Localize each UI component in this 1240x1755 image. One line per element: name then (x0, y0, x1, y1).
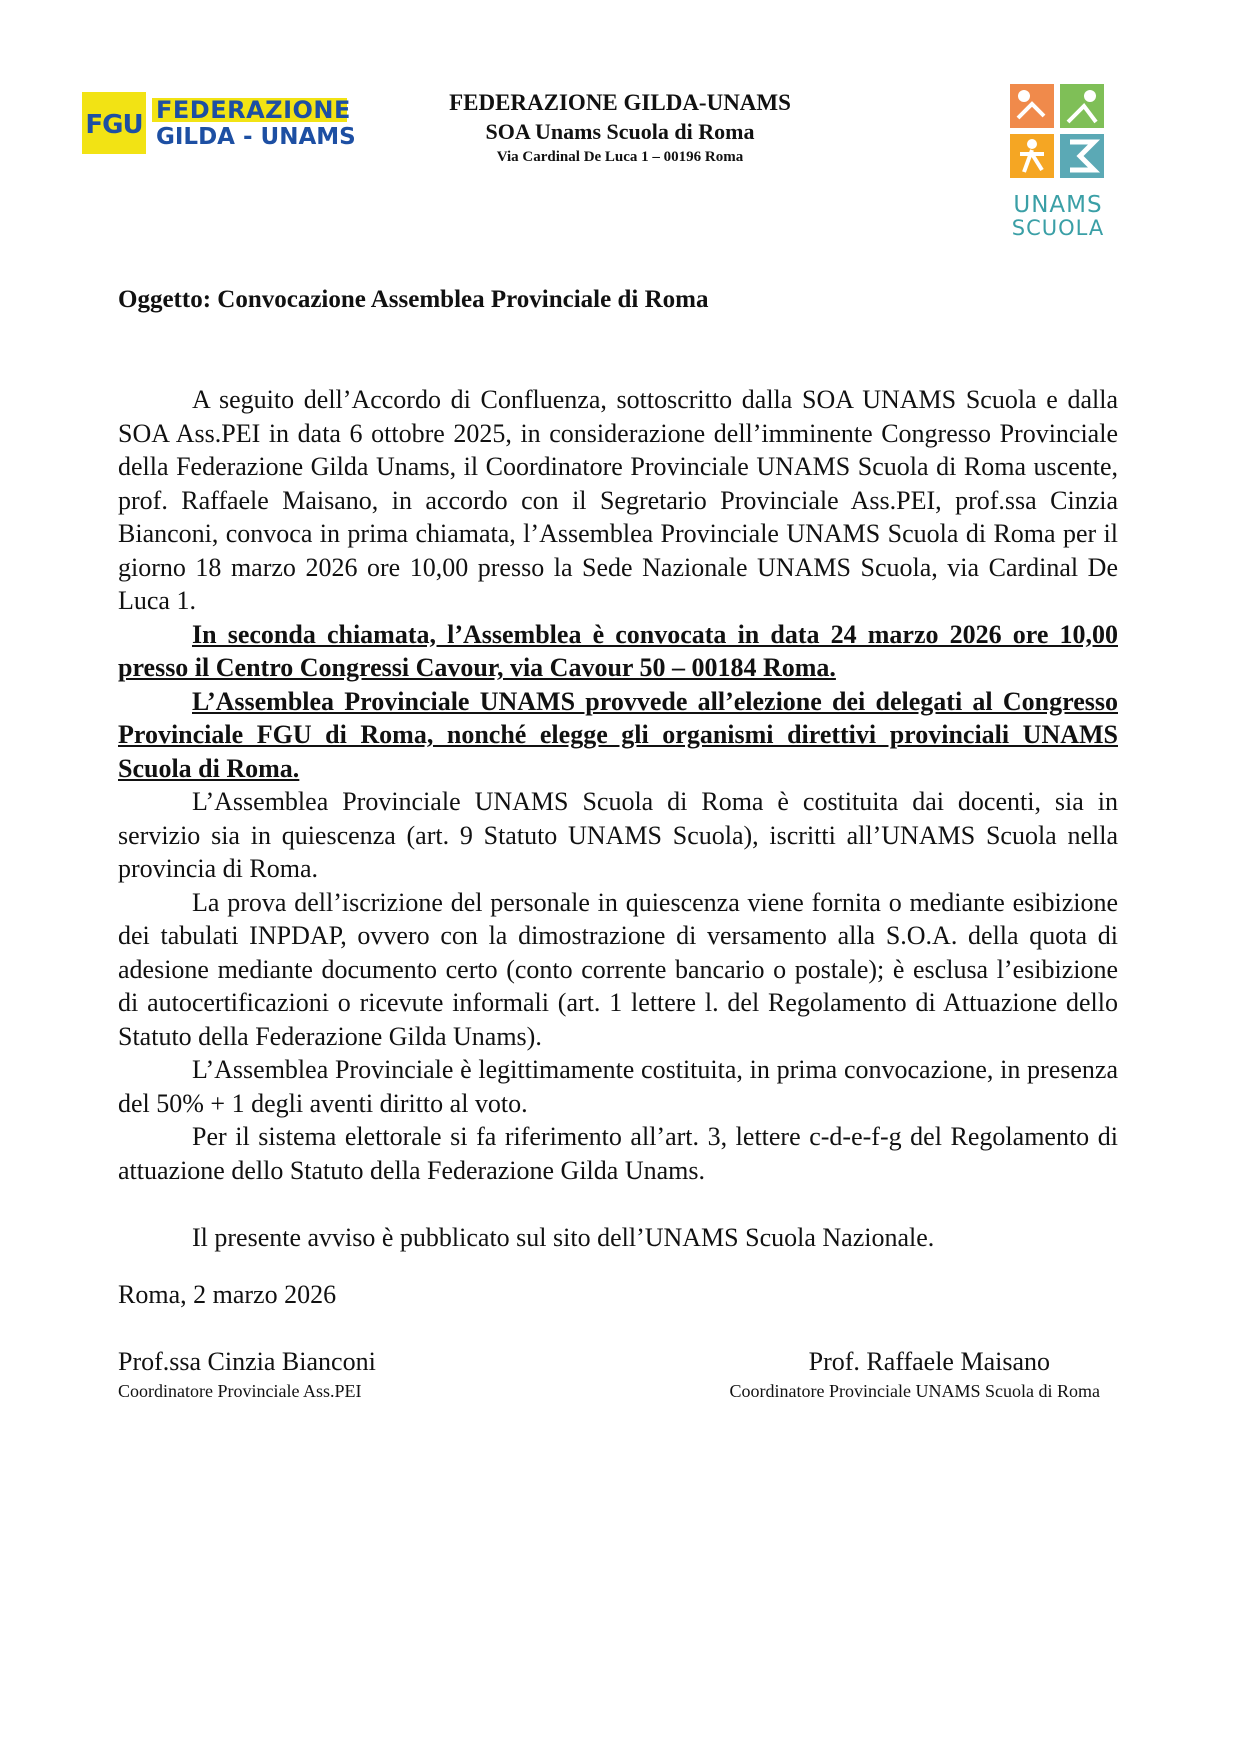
paragraph-first-call: A seguito dell’Accordo di Confluenza, sottoscritto dalla SOA UNAMS Scuola e dalla SOA Ass.PEI in data 6 ottobre 2025, in considerazione dell’imminente Congresso Provinciale della Federazione Gilda Unams, il Coordinatore Provinciale UNAMS Scuola di Roma uscente, prof. Raffaele Maisano, in accordo con il Segretario Provinciale Ass.PEI, prof.ssa Cinzia Bianconi, convoca in prima chiamata, l’Assemblea Provinciale UNAMS Scuola di Roma per il giorno 18 marzo 2026 ore 10,00 presso la Sede Nazionale UNAMS Scuola, via Cardinal De Luca 1. (118, 385, 1118, 615)
paragraph-second-call: In seconda chiamata, l’Assemblea è convocata in data 24 marzo 2026 ore 10,00 presso il Centro Congressi Cavour, via Cavour 50 – 00184 Roma. (118, 619, 1118, 682)
paragraph-electoral-system: Per il sistema elettorale si fa riferimento all’art. 3, lettere c-d-e-f-g del Regolamento di attuazione dello Statuto della Federazione Gilda Unams. (118, 1122, 1118, 1185)
letter-body (118, 383, 1118, 1254)
signature-right-role: Coordinatore Provinciale UNAMS Scuola di Roma (729, 1381, 1100, 1401)
fgu-logo-mark-text: FGU (85, 110, 143, 140)
signature-right-name: Prof. Raffaele Maisano (808, 1347, 1050, 1376)
signature-left (118, 1345, 376, 1403)
paragraph-assembly-members: L’Assemblea Provinciale UNAMS Scuola di Roma è costituita dai docenti, sia in servizio sia in quiescenza (art. 9 Statuto UNAMS Scuola), iscritti all’UNAMS Scuola nella provincia di Roma. (118, 787, 1118, 883)
unams-scuola-mark-icon (1010, 82, 1106, 182)
paragraph-membership-proof: La prova dell’iscrizione del personale in quiescenza viene fornita o mediante esibizione dei tabulati INPDAP, ovvero con la dimostrazione di versamento alla S.O.A. della quota di adesione mediante documento certo (conto corrente bancario o postale); è esclusa l’esibizione di autocertificazioni o ricevute informali (art. 1 lettere l. del Regolamento di Attuazione dello Statuto della Federazione Gilda Unams). (118, 887, 1118, 1051)
signature-right (640, 1345, 1100, 1403)
signature-left-role: Coordinatore Provinciale Ass.PEI (118, 1381, 362, 1401)
fgu-logo-line1: FEDERAZIONE (156, 96, 351, 124)
unams-logo-line2: SCUOLA (1011, 216, 1105, 240)
fgu-logo (82, 90, 356, 158)
letter-date: Roma, 2 marzo 2026 (118, 1280, 337, 1309)
letterhead-soa: SOA Unams Scuola di Roma (485, 119, 755, 144)
unams-logo-line1: UNAMS (1013, 192, 1103, 218)
letterhead-address: Via Cardinal De Luca 1 – 00196 Roma (496, 149, 744, 165)
signature-left-name: Prof.ssa Cinzia Bianconi (118, 1347, 376, 1376)
letterhead-federation: FEDERAZIONE GILDA-UNAMS (449, 90, 791, 115)
fgu-logo-line2: GILDA - UNAMS (156, 124, 356, 150)
unams-scuola-logo (1000, 82, 1116, 242)
subject-line: Oggetto: Convocazione Assemblea Provinciale di Roma (118, 286, 709, 313)
paragraph-publication-notice: Il presente avviso è pubblicato sul sito dell’UNAMS Scuola Nazionale. (192, 1222, 935, 1252)
letterhead (380, 88, 860, 168)
paragraph-quorum: L’Assemblea Provinciale è legittimamente costituita, in prima convocazione, in presenza del 50% + 1 degli aventi diritto al voto. (118, 1055, 1118, 1118)
paragraph-assembly-duties: L’Assemblea Provinciale UNAMS provvede all’elezione dei delegati al Congresso Provinciale FGU di Roma, nonché elegge gli organismi direttivi provinciali UNAMS Scuola di Roma. (118, 686, 1118, 783)
